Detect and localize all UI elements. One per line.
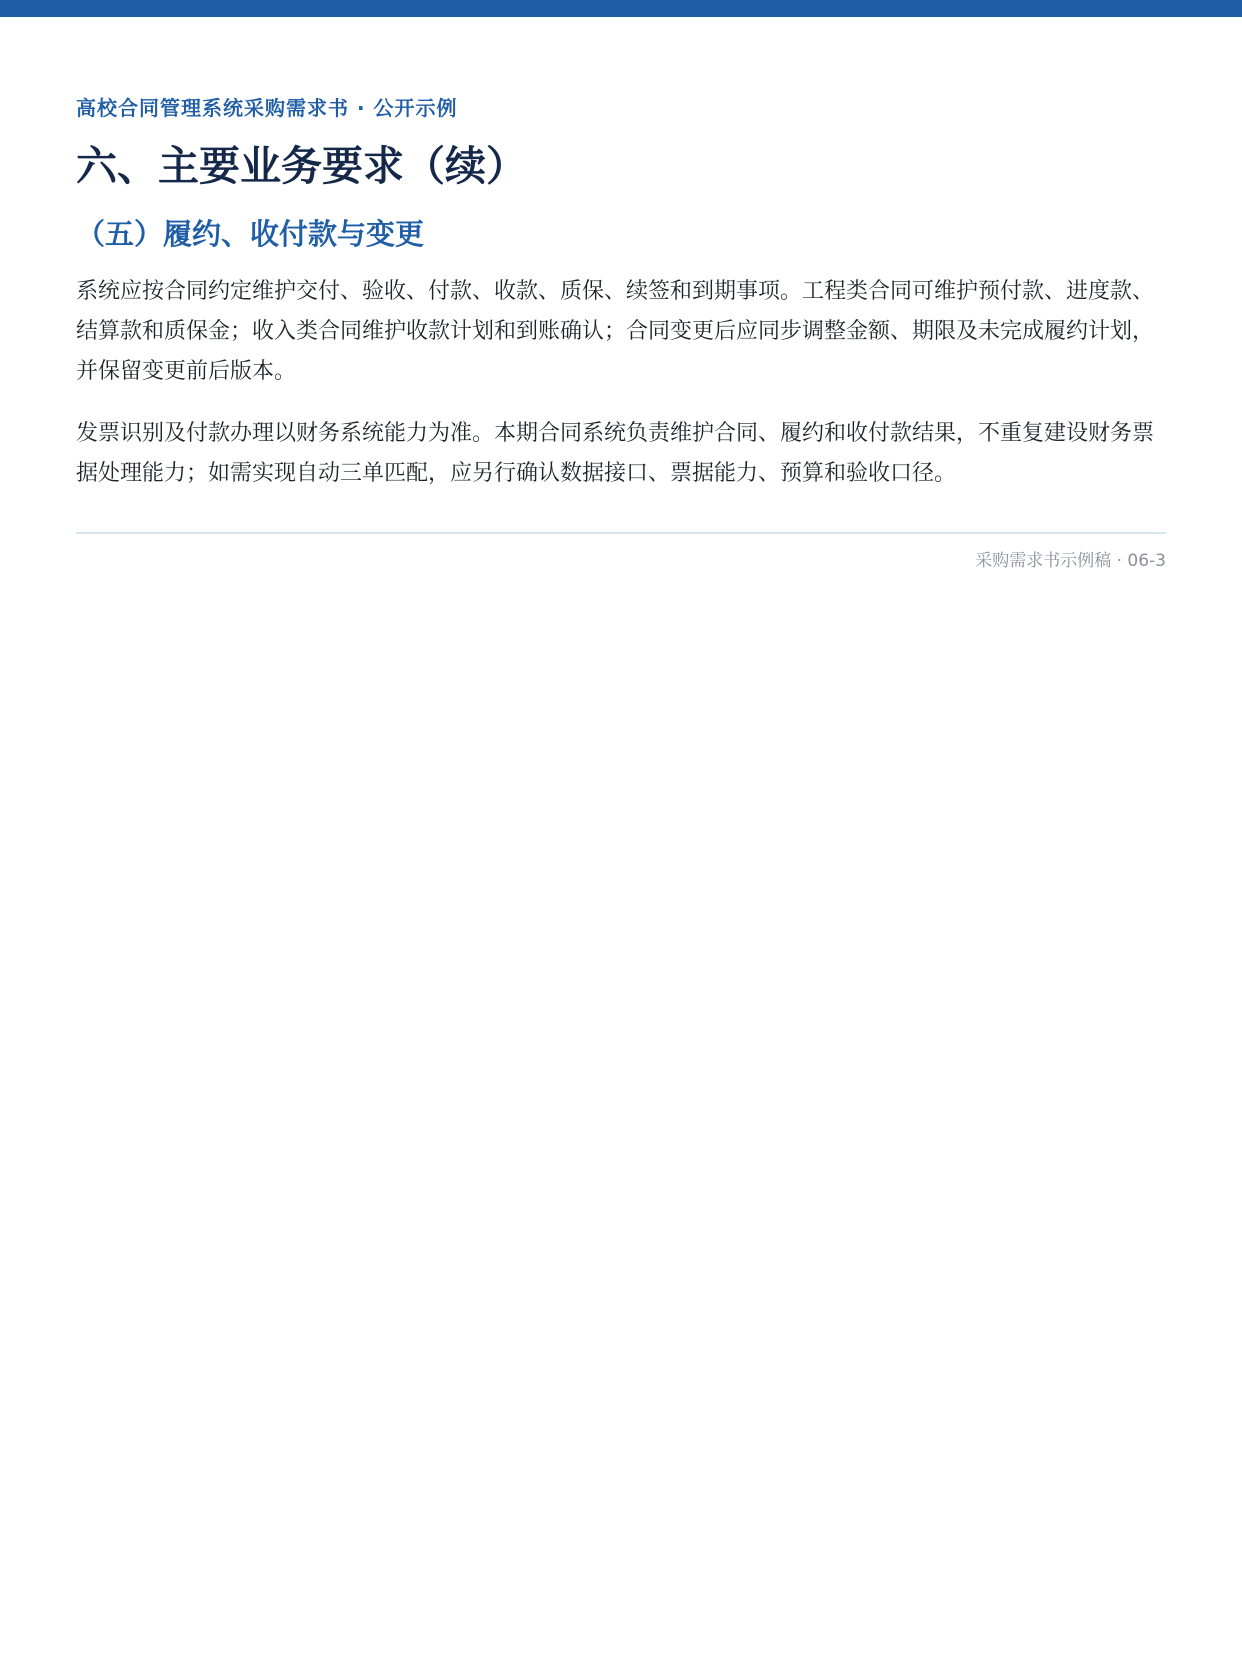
body-paragraph-1: 系统应按合同约定维护交付、验收、付款、收款、质保、续签和到期事项。工程类合同可维护预付款、进度款、结算款和质保金；收入类合同维护收款计划和到账确认；合同变更后应同步调整金额、期限及未完成履约计划，并保留变更前后版本。 bbox=[76, 279, 1155, 384]
document-page bbox=[76, 92, 1166, 574]
section-heading: （五）履约、收付款与变更 bbox=[76, 217, 425, 251]
body-paragraph-2: 发票识别及付款办理以财务系统能力为准。本期合同系统负责维护合同、履约和收付款结果，不重复建设财务票据处理能力；如需实现自动三单匹配，应另行确认数据接口、票据能力、预算和验收口径。 bbox=[76, 421, 1155, 486]
footer-divider bbox=[76, 532, 1166, 534]
page-footer-note: 采购需求书示例稿 · 06-3 bbox=[975, 551, 1166, 571]
page-title: 六、主要业务要求（续） bbox=[76, 142, 527, 190]
document-header: 高校合同管理系统采购需求书 · 公开示例 bbox=[76, 96, 458, 120]
top-accent-bar bbox=[0, 0, 1242, 17]
